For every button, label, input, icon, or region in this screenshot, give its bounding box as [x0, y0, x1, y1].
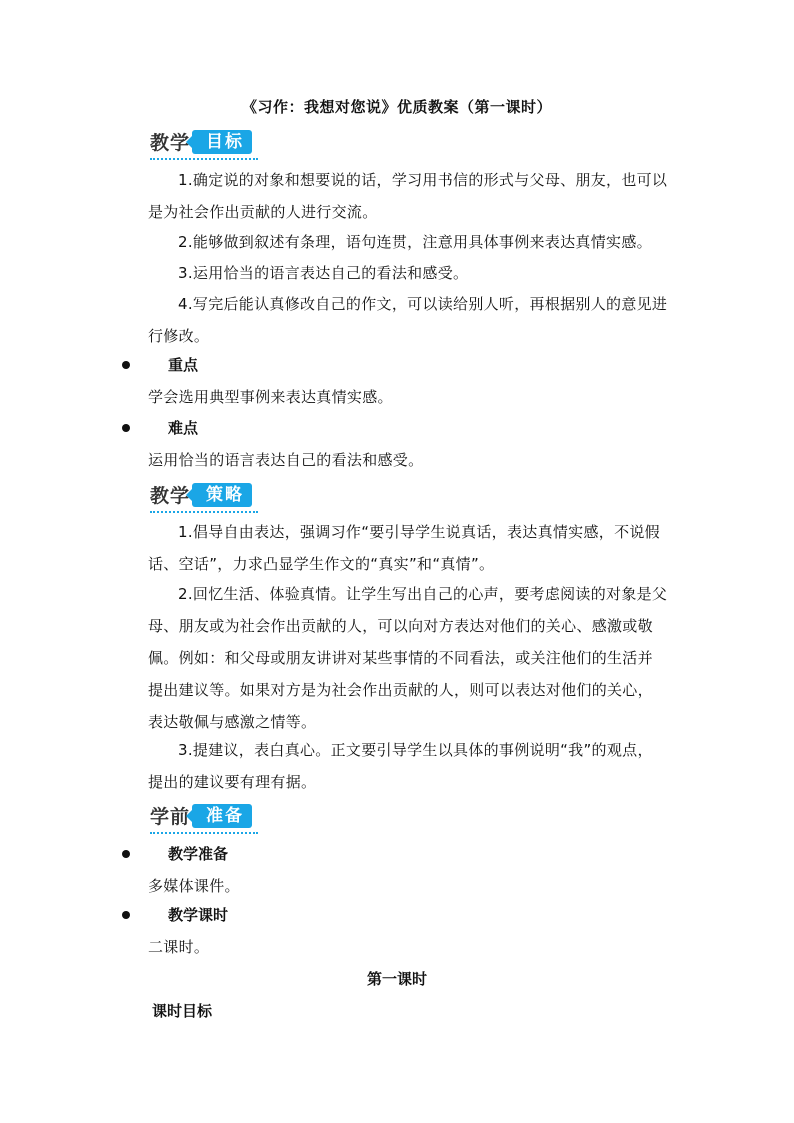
bullet-label: 教学课时	[168, 906, 229, 924]
section-header-prep	[150, 800, 252, 830]
document-title: 《习作：我想对您说》优质教案（第一课时）	[241, 98, 552, 116]
lesson-heading: 第一课时	[366, 970, 427, 988]
bullet-dot-icon	[122, 424, 130, 432]
section-header-main: 教学	[150, 485, 191, 507]
goal-item: 1.确定说的对象和想要说的话，学习用书信的形式与父母、朋友，也可以是为社会作出贡献的人进行交流。	[148, 171, 668, 221]
bullet-teaching-hours	[118, 899, 678, 931]
bullet-dot-icon	[122, 361, 130, 369]
section-header-main: 学前	[150, 806, 191, 828]
bullet-teaching-prep	[118, 838, 678, 870]
difficult-point-text: 运用恰当的语言表达自己的看法和感受。	[148, 451, 424, 469]
section-header-pill: 策略	[192, 483, 252, 507]
lesson-subheading: 课时目标	[152, 1002, 213, 1020]
bullet-dot-icon	[122, 850, 130, 858]
strategy-item: 1.倡导自由表达，强调习作“要引导学生说真话，表达真情实感，不说假话、空话”，力求凸显学生作文的“真实”和“真情”。	[148, 523, 660, 573]
section-header-goals	[150, 126, 252, 156]
bullet-label: 教学准备	[168, 845, 229, 863]
goal-item: 3.运用恰当的语言表达自己的看法和感受。	[178, 264, 469, 282]
strategy-item: 3.提建议，表白真心。正文要引导学生以具体的事例说明“我”的观点，提出的建议要有理有据。	[148, 741, 653, 791]
key-point-text: 学会选用典型事例来表达真情实感。	[148, 388, 393, 406]
bullet-key-point	[118, 349, 678, 381]
strategy-item: 2.回忆生活、体验真情。让学生写出自己的心声，要考虑阅读的对象是父母、朋友或为社会作出贡献的人，可以向对方表达对他们的关心、感激或敬佩。例如：和父母或朋友讲讲对某些事情的不同看法，或关注他们的生活并提出建议等。如果对方是为社会作出贡献的人，则可以表达对他们的关心，表达敬佩与感激之情等。	[148, 585, 668, 731]
bullet-dot-icon	[122, 911, 130, 919]
bullet-label: 重点	[168, 356, 199, 374]
section-header-main: 教学	[150, 132, 191, 154]
section-header-pill: 准备	[192, 804, 252, 828]
bullet-label: 难点	[168, 419, 199, 437]
teaching-prep-text: 多媒体课件。	[148, 877, 240, 895]
teaching-hours-text: 二课时。	[148, 938, 210, 956]
section-header-underline	[150, 832, 258, 834]
section-header-strategy	[150, 479, 252, 509]
goal-item: 4.写完后能认真修改自己的作文，可以读给别人听，再根据别人的意见进行修改。	[148, 295, 668, 345]
bullet-difficult-point	[118, 412, 678, 444]
section-header-pill: 目标	[192, 130, 252, 154]
section-header-underline	[150, 158, 258, 160]
goal-item: 2.能够做到叙述有条理，语句连贯，注意用具体事例来表达真情实感。	[178, 233, 652, 251]
section-header-underline	[150, 511, 258, 513]
